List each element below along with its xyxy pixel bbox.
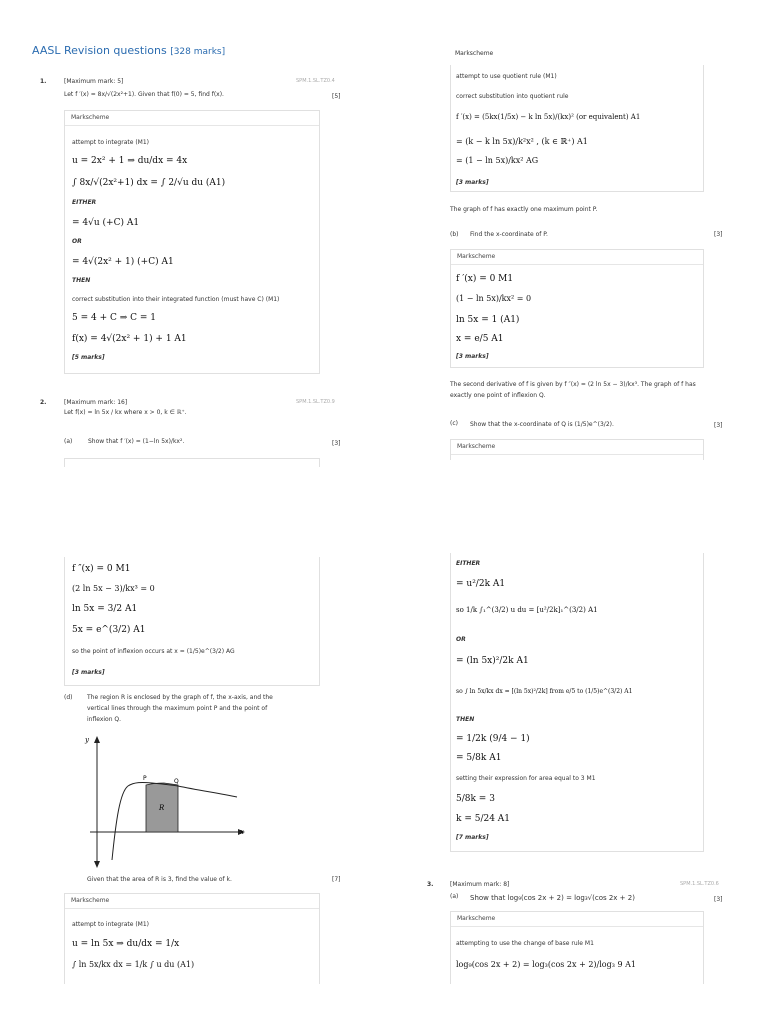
q3-part-a-label: (a) bbox=[450, 893, 459, 900]
rb-line-7: = 1/2k (9/4 − 1) bbox=[456, 734, 530, 744]
rb-line-3: OR bbox=[456, 636, 466, 643]
rt-line-2: f ′(x) = (5kx(1/5x) − k ln 5x)/(kx)² (or equivalent) A1 bbox=[456, 113, 641, 121]
q2-part-a-marks: [3] bbox=[332, 440, 341, 447]
q1-markscheme-header: Markscheme bbox=[65, 111, 319, 126]
lb-d-line-1: u = ln 5x ⇒ du/dx = 1/x bbox=[72, 939, 180, 949]
lb-line-0: f ″(x) = 0 M1 bbox=[72, 564, 131, 574]
page-heading bbox=[32, 44, 225, 57]
rt-part-b: Find the x-coordinate of P. bbox=[470, 231, 548, 238]
lb-markscheme-box bbox=[64, 557, 320, 686]
q1-line-6: = 4√(2x² + 1) (+C) A1 bbox=[72, 257, 174, 267]
q1-marks: [5] bbox=[332, 93, 341, 100]
q3-number: 3. bbox=[427, 881, 434, 888]
q1-stem: Let f ′(x) = 8x/√(2x²+1). Given that f(0) = 5, find f(x). bbox=[64, 91, 224, 98]
lb-given-marks: [7] bbox=[332, 876, 341, 883]
q1-max-mark: [Maximum mark: 5] bbox=[64, 78, 124, 85]
rt-part-c-marks: [3] bbox=[714, 422, 723, 429]
y-axis-label: y bbox=[85, 736, 89, 744]
lb-line-4: so the point of inflexion occurs at x = (1/5)e^(3/2) AG bbox=[72, 648, 235, 655]
region-graph bbox=[82, 730, 252, 870]
rt-markscheme-header: Markscheme bbox=[455, 50, 494, 57]
lb-part-d-label: (d) bbox=[64, 694, 73, 701]
rt-second-deriv: The second derivative of f is given by f ″(x) = (2 ln 5x − 3)/kx³. The graph of f has bbox=[450, 381, 696, 388]
lb-line-5: [3 marks] bbox=[72, 669, 105, 676]
lb-given: Given that the area of R is 3, find the value of k. bbox=[87, 876, 232, 883]
rt-graph-text: The graph of f has exactly one maximum point P. bbox=[450, 206, 598, 213]
lb-d-line-2: ∫ ln 5x/kx dx = 1/k ∫ u du (A1) bbox=[72, 960, 195, 969]
lb-line-2: ln 5x = 3/2 A1 bbox=[72, 604, 138, 614]
q1-number: 1. bbox=[40, 78, 47, 85]
y-axis-arrow-top bbox=[94, 736, 100, 743]
q3-code: SPM.1.SL.TZ0.6 bbox=[680, 881, 719, 887]
q1-line-5: OR bbox=[72, 238, 82, 245]
q1-line-11: [5 marks] bbox=[72, 354, 105, 361]
lb-markscheme-d-header: Markscheme bbox=[65, 894, 319, 909]
q1-code: SPM.1.SL.TZ0.4 bbox=[296, 78, 335, 84]
q1-line-8: correct substitution into their integrated function (must have C) (M1) bbox=[72, 296, 280, 303]
rb-line-2: so 1/k ∫₁^(3/2) u du = [u²/2k]₁^(3/2) A1 bbox=[456, 606, 598, 614]
rb-line-5: so ∫ ln 5x/kx dx = [(ln 5x)²/2k] from e/5 to (1/5)e^(3/2) A1 bbox=[456, 688, 633, 695]
page-title: AASL Revision questions bbox=[32, 44, 167, 57]
q1-line-4: = 4√u (+C) A1 bbox=[72, 218, 140, 228]
rt-markscheme-box bbox=[450, 65, 704, 192]
rt-line-0: attempt to use quotient rule (M1) bbox=[456, 73, 557, 80]
rt-markscheme-b-header: Markscheme bbox=[451, 250, 703, 265]
q1-line-7: THEN bbox=[72, 277, 91, 284]
q3-markscheme-header: Markscheme bbox=[451, 912, 703, 927]
q3-part-a-marks: [3] bbox=[714, 896, 723, 903]
lb-part-d-2: vertical lines through the maximum point P and the point of bbox=[87, 705, 268, 712]
rt-b-line-3: x = e/5 A1 bbox=[456, 334, 504, 344]
rt-part-c: Show that the x-coordinate of Q is (1/5)e^(3/2). bbox=[470, 421, 614, 428]
q2-number: 2. bbox=[40, 399, 47, 406]
lb-part-d-3: inflexion Q. bbox=[87, 716, 122, 723]
lb-part-d-1: The region R is enclosed by the graph of f, the x-axis, and the bbox=[87, 694, 273, 701]
rt-second-deriv-2: exactly one point of inflexion Q. bbox=[450, 392, 546, 399]
q1-line-3: EITHER bbox=[72, 199, 97, 206]
point-p-label: P bbox=[143, 775, 147, 782]
x-axis-label: x bbox=[240, 828, 244, 836]
q3-max-mark: [Maximum mark: 8] bbox=[450, 881, 510, 888]
rt-markscheme-c-box bbox=[450, 439, 704, 460]
rt-b-line-2: ln 5x = 1 (A1) bbox=[456, 315, 520, 325]
rt-part-c-label: (c) bbox=[450, 420, 458, 427]
rt-b-line-0: f ′(x) = 0 M1 bbox=[456, 274, 514, 284]
rb-markscheme-box bbox=[450, 553, 704, 852]
q1-line-1: u = 2x² + 1 ⇒ du/dx = 4x bbox=[72, 156, 188, 166]
rt-line-5: [3 marks] bbox=[456, 179, 489, 186]
q3-markscheme-box bbox=[450, 911, 704, 984]
point-q-label: Q bbox=[174, 778, 179, 785]
rt-b-line-4: [3 marks] bbox=[456, 353, 489, 360]
lb-d-line-0: attempt to integrate (M1) bbox=[72, 921, 150, 928]
q2-stem: Let f(x) = ln 5x / kx where x > 0, k ∈ ℝ⁺. bbox=[64, 409, 187, 416]
q2-part-a: Show that f ′(x) = (1−ln 5x)/kx². bbox=[88, 438, 185, 445]
rb-line-0: EITHER bbox=[456, 560, 481, 567]
lb-line-3: 5x = e^(3/2) A1 bbox=[72, 625, 146, 635]
y-axis-arrow-bottom bbox=[94, 861, 100, 868]
rt-part-b-label: (b) bbox=[450, 231, 459, 238]
q3-part-a: Show that log₉(cos 2x + 2) = log₃√(cos 2x + 2) bbox=[470, 894, 635, 902]
rb-line-9: setting their expression for area equal to 3 M1 bbox=[456, 775, 596, 782]
rb-line-10: 5/8k = 3 bbox=[456, 794, 495, 804]
q2-max-mark: [Maximum mark: 16] bbox=[64, 399, 128, 406]
rt-line-1: correct substitution into quotient rule bbox=[456, 93, 569, 100]
marks-total: [328 marks] bbox=[170, 47, 226, 57]
q1-line-2: ∫ 8x/√(2x²+1) dx = ∫ 2/√u du (A1) bbox=[72, 178, 226, 188]
rt-part-b-marks: [3] bbox=[714, 231, 723, 238]
region-r-label: R bbox=[159, 804, 165, 812]
q2-code: SPM.1.SL.TZ0.9 bbox=[296, 399, 335, 405]
rt-markscheme-b-box bbox=[450, 249, 704, 368]
rb-line-11: k = 5/24 A1 bbox=[456, 814, 511, 824]
rt-line-4: = (1 − ln 5x)/kx² AG bbox=[456, 156, 539, 165]
rb-line-6: THEN bbox=[456, 716, 475, 723]
q2-part-a-label: (a) bbox=[64, 438, 73, 445]
rt-b-line-1: (1 − ln 5x)/kx² = 0 bbox=[456, 294, 532, 303]
q1-line-9: 5 = 4 + C ⇒ C = 1 bbox=[72, 313, 157, 323]
q1-line-10: f(x) = 4√(2x² + 1) + 1 A1 bbox=[72, 334, 187, 344]
rt-markscheme-c-header: Markscheme bbox=[451, 440, 703, 455]
q3-ms-line-1: log₉(cos 2x + 2) = log₃(cos 2x + 2)/log₃ 9 A1 bbox=[456, 960, 636, 969]
q2-markscheme-box-top bbox=[64, 458, 320, 467]
rb-line-12: [7 marks] bbox=[456, 834, 489, 841]
rb-line-1: = u²/2k A1 bbox=[456, 579, 506, 589]
rb-line-8: = 5/8k A1 bbox=[456, 753, 502, 763]
q1-line-0: attempt to integrate (M1) bbox=[72, 139, 150, 146]
rb-line-4: = (ln 5x)²/2k A1 bbox=[456, 656, 529, 666]
rt-line-3: = (k − k ln 5x)/k²x² , (k ∈ ℝ⁺) A1 bbox=[456, 137, 588, 146]
lb-line-1: (2 ln 5x − 3)/kx³ = 0 bbox=[72, 584, 155, 593]
q3-ms-line-0: attempting to use the change of base rule M1 bbox=[456, 940, 594, 947]
